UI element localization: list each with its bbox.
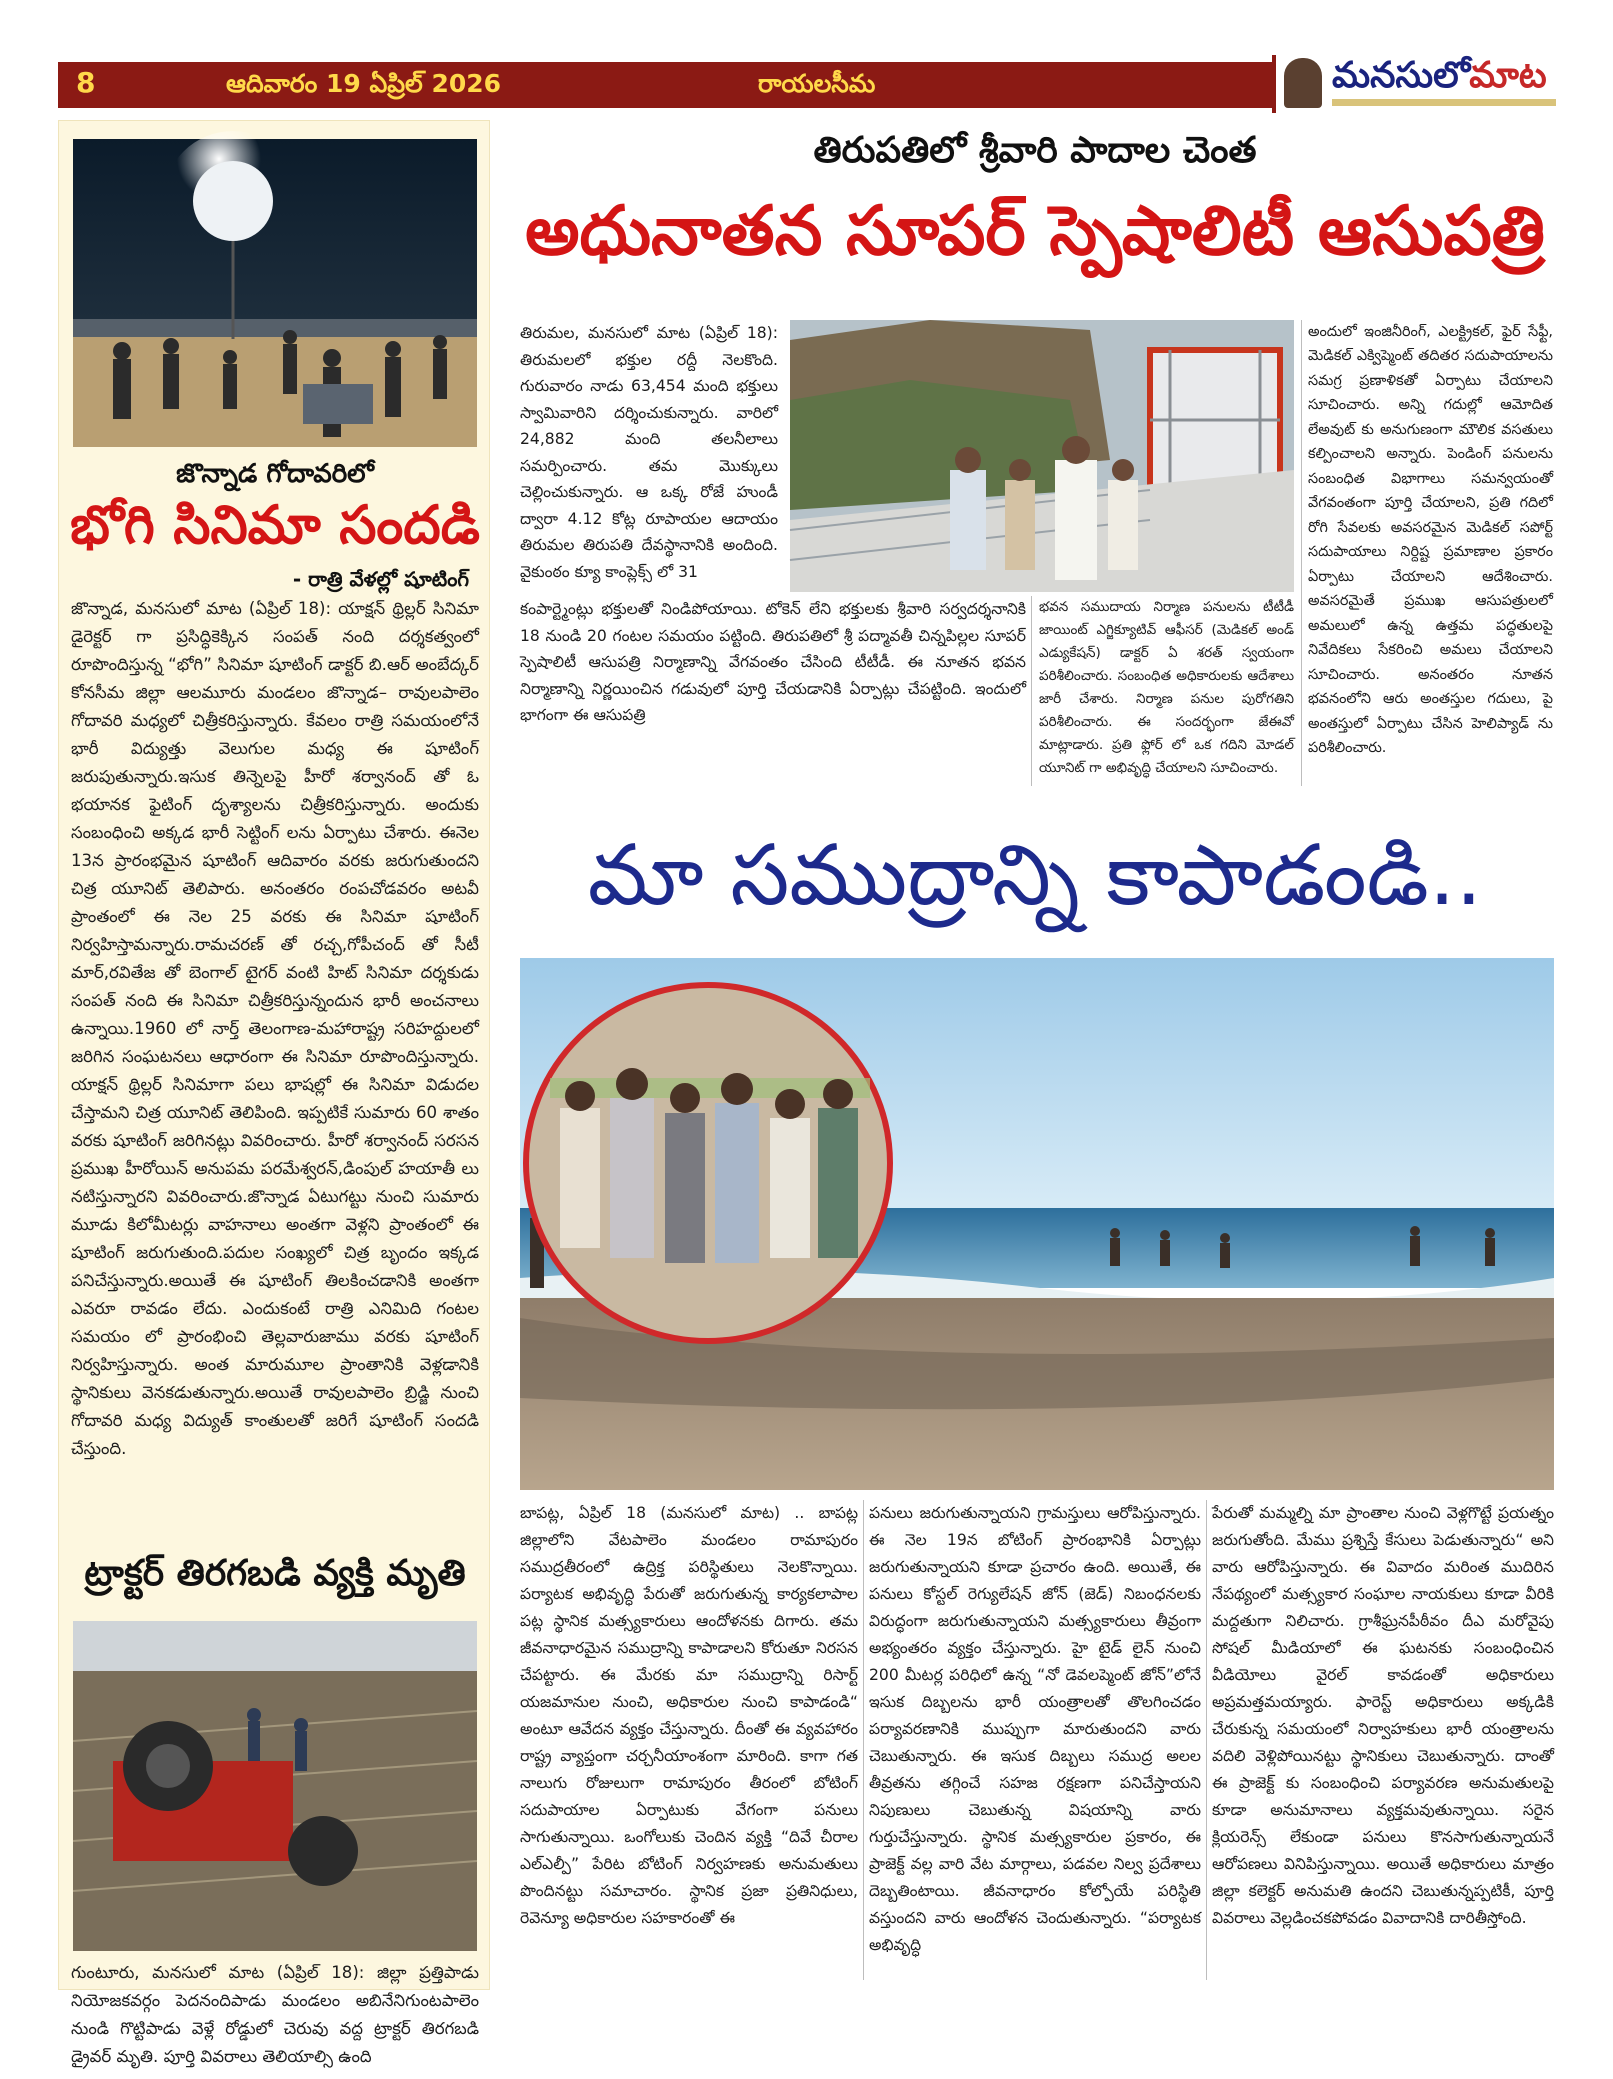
hospital-col1-bottom: కంపార్ట్మెంట్లు భక్తులతో నిండిపోయాయి. టోకెన్ లేని భక్తులకు శ్రీవారి సర్వదర్శనానికి 18 నుండి 20 గంటల సమయం పట్టింది. తిరుపతిలో శ్రీ పద్మావతీ చిన్నపిల్లల సూపర్ స్పెషాలిటీ ఆసుపత్రి నిర్మాణాన్ని వేగవంతం చేసింది టీటీడీ. ఈ నూతన భవన నిర్మాణాన్ని నిర్ణయించిన గడువులో పూర్తి చేయడానికి ఏర్పాట్లు చేపట్టింది. ఇందులో భాగంగా ఈ ఆసుపత్రి xyxy=(520,600,1026,724)
sea-col2: పనులు జరుగుతున్నాయని గ్రామస్తులు ఆరోపిస్తున్నారు. ఈ నెల 19న బోటింగ్ ప్రారంభానికి ఏర్పాట్లు జరుగుతున్నాయని కూడా ప్రచారం ఉంది. అయితే, ఈ పనులు కోస్టల్ రెగ్యులేషన్ జోన్ (జెడ్) నిబంధనలకు విరుద్ధంగా జరుగుతున్నాయని మత్స్యకారులు తీవ్రంగా అభ్యంతరం వ్యక్తం చేస్తున్నారు. హై టైడ్ లైన్ నుంచి 200 మీటర్ల పరిధిలో ఉన్న “నో డెవలప్మెంట్ జోన్”లోనే ఇసుక దిబ్బలను భారీ యంత్రాలతో తొలగించడం పర్యావరణానికి ముప్పుగా మారుతుందని వారు చెబుతున్నారు. ఈ ఇసుక దిబ్బలు సముద్ర అలల తీవ్రతను తగ్గించే సహజ రక్షణగా పనిచేస్తాయని నిపుణులు చెబుతున్న విషయాన్ని వారు గుర్తుచేస్తున్నారు. స్థానిక మత్స్యకారుల ప్రకారం, ఈ ప్రాజెక్ట్ వల్ల వారి వేట మార్గాలు, పడవల నిల్వ ప్రదేశాలు దెబ్బతింటాయి. జీవనాధారం కోల్పోయే పరిస్థితి వస్తుందని వారు ఆందోళన చెందుతున్నారు. “పర్యాటక అభివృద్ధి xyxy=(869,1504,1201,1954)
tractor-article-body: గుంటూరు, మనసులో మాట (ఏప్రిల్ 18): జిల్లా ప్రత్తిపాడు నియోజకవర్గం పెదనందిపాడు మండలం అబినేనిగుంటపాలెం నుండి గొట్టిపాడు వెళ్లే రోడ్డులో చెరువు వద్ద ట్రాక్టర్ తిరగబడి డ్రైవర్ మృతి. పూర్తి వివరాలు తెలియాల్సి ఉంది xyxy=(71,1963,479,2066)
left-column xyxy=(58,120,490,2066)
column-divider xyxy=(863,1500,864,1980)
hospital-visit-photo xyxy=(790,320,1294,592)
tractor-accident-photo xyxy=(73,1621,477,1951)
film-shooting-photo xyxy=(73,139,477,447)
masthead-title-part1: మనసులో xyxy=(1332,55,1470,96)
masthead-title-part2: మాట xyxy=(1469,55,1547,96)
issue-date: ఆదివారం 19 ఏప్రిల్ 2026 xyxy=(226,69,502,98)
masthead-title xyxy=(1332,55,1547,105)
column-divider xyxy=(1031,596,1032,786)
sea-col3: పేరుతో మమ్మల్ని మా ప్రాంతాల నుంచి వెళ్లగొట్టే ప్రయత్నం జరుగుతోంది. మేము ప్రశ్నిస్తే కేసులు పెడుతున్నారు“ అని వారు ఆరోపిస్తున్నారు. ఈ వివాదం మరింత ముదిరిన నేపథ్యంలో మత్స్యకార సంఘాల నాయకులు కూడా వీరికి మద్దతుగా నిలిచారు. గ్రాశీఘ్రనపీఠీవం దీఎ మరోవైపు సోషల్ మీడియాలో ఈ ఘటనకు సంబంధించిన వీడియోలు వైరల్ కావడంతో అధికారులు అప్రమత్తమయ్యారు. ఫారెస్ట్ అధికారులు అక్కడికి చేరుకున్న సమయంలో నిర్వాహకులు భారీ యంత్రాలను వదిలి వెళ్లిపోయినట్టు స్థానికులు చెబుతున్నారు. దాంతో ఈ ప్రాజెక్ట్ కు సంబంధించి పర్యావరణ అనుమతులపై కూడా అనుమానాలు వ్యక్తమవుతున్నాయి. సరైన క్లియరెన్స్ లేకుండా పనులు కొనసాగుతున్నాయనే ఆరోపణలు వినిపిస్తున్నాయి. అయితే అధికారులు మాత్రం జిల్లా కలెక్టర్ అనుమతి ఉందని చెబుతున్నప్పటికీ, పూర్తి వివరాలు వెల్లడించకపోవడం వివాదానికి దారితీస్తోంది. xyxy=(1212,1504,1554,1927)
cinema-kicker: జొన్నాడ గోదావరిలో xyxy=(176,459,374,489)
hospital-col1-top: తిరుమల, మనసులో మాట (ఏప్రిల్ 18): తిరుమలలో భక్తుల రద్దీ నెలకొంది. గురువారం నాడు 63,454 మంది భక్తులు స్వామివారిని దర్శించుకున్నారు. వారిలో 24,882 మంది తలనీలాలు సమర్పించారు. తమ మొక్కులు చెల్లించుకున్నారు. ఆ ఒక్క రోజే హుండీ ద్వారా 4.12 కోట్ల రూపాయల ఆదాయం తిరుమల తిరుపతి దేవస్థానానికి అందింది. వైకుంఠం క్యూ కాంప్లెక్స్ లో 31 xyxy=(520,324,778,581)
tractor-headline: ట్రాక్టర్ తిరగబడి వ్యక్తి మృతి xyxy=(84,1553,466,1594)
founder-portrait-icon xyxy=(1284,58,1322,108)
cinema-headline: భోగి సినిమా సందడి xyxy=(70,495,480,556)
sea-headline: మా సముద్రాన్ని కాపాడండి.. xyxy=(587,826,1483,924)
masthead-tagline-strip xyxy=(1332,99,1556,106)
sea-col1: బాపట్ల, ఏప్రిల్ 18 (మనసులో మాట) .. బాపట్ల జిల్లాలోని వేటపాలెం మండలం రామాపురం సముద్రతీరంలో ఉద్రిక్త పరిస్థితులు నెలకొన్నాయి. పర్యాటక అభివృద్ధి పేరుతో జరుగుతున్న కార్యకలాపాల పట్ల స్థానిక మత్స్యకారులు ఆందోళనకు దిగారు. తమ జీవనాధారమైన సముద్రాన్ని కాపాడాలని కోరుతూ నిరసన చేపట్టారు. ఈ మేరకు మా సముద్రాన్ని రిసార్ట్ యజమానుల నుంచి, అధికారుల నుంచి కాపాడండి“ అంటూ ఆవేదన వ్యక్తం చేస్తున్నారు. దీంతో ఈ వ్యవహారం రాష్ట్ర వ్యాప్తంగా చర్చనీయాంశంగా మారింది. కాగా గత నాలుగు రోజులుగా రామాపురం తీరంలో బోటింగ్ సదుపాయాల ఏర్పాటుకు వేగంగా పనులు సాగుతున్నాయి. ఒంగోలుకు చెందిన వ్యక్తి “దివే చీరాల ఎల్ఎల్పీ” పేరిట బోటింగ్ నిర్వహణకు అనుమతులు పొందినట్టు సమాచారం. స్థానిక ప్రజా ప్రతినిధులు, రెవెన్యూ అధికారుల సహకారంతో ఈ xyxy=(520,1504,858,1927)
hospital-kicker: తిరుపతిలో శ్రీవారి పాదాల చెంత xyxy=(813,130,1257,171)
column-divider xyxy=(1206,1500,1207,1980)
newspaper-masthead xyxy=(1272,55,1562,113)
cinema-subline: - రాత్రి వేళల్లో షూటింగ్ xyxy=(292,567,469,591)
hospital-col3: అందులో ఇంజినీరింగ్, ఎలక్ట్రికల్, ఫైర్ సేఫ్టీ, మెడికల్ ఎక్విప్మెంట్ తదితర సదుపాయాలను సమగ్ర ప్రణాళికతో ఏర్పాటు చేయాలని సూచించారు. అన్ని గదుల్లో ఆమోదిత లేఅవుట్ కు అనుగుణంగా మౌలిక వసతులు కల్పించాలని అన్నారు. పెండింగ్ పనులను సంబంధిత విభాగాలు సమన్వయంతో వేగవంతంగా పూర్తి చేయాలని, ప్రతి గదిలో రోగి సేవలకు అవసరమైన మెడికల్ సపోర్ట్ సదుపాయాలు నిర్దిష్ట ప్రమాణాల ప్రకారం ఏర్పాటు చేయాలని ఆదేశించారు. అవసరమైతే ప్రముఖ ఆసుపత్రులలో అమలులో ఉన్న ఉత్తమ పద్ధతులపై నివేదికలు సేకరించి అమలు చేయాలని సూచించారు. అనంతరం నూతన భవనంలోని ఆరు అంతస్తుల గదులు, పై అంతస్తులో ఏర్పాటు చేసిన హెలిప్యాడ్ ను పరిశీలించారు. xyxy=(1308,324,1553,756)
cinema-article-body: జొన్నాడ, మనసులో మాట (ఏప్రిల్ 18): యాక్షన్ థ్రిల్లర్ సినిమా డైరెక్టర్ గా ప్రసిద్ధికెక్కిన సంపత్ నంది దర్శకత్వంలో రూపొందిస్తున్న “భోగి” సినిమా షూటింగ్ డాక్టర్ బి.ఆర్ అంబేద్కర్ కోనసీమ జిల్లా ఆలమూరు మండలం జొన్నాడ– రావులపాలెం గోదావరి మధ్యలో చిత్రీకరిస్తున్నారు. కేవలం రాత్రి సమయంలోనే భారీ విద్యుత్తు వెలుగుల మధ్య ఈ షూటింగ్ జరుపుతున్నారు.ఇసుక తిన్నెలపై హీరో శర్వానంద్ తో ఓ భయానక ఫైటింగ్ దృశ్యాలను చిత్రీకరిస్తున్నారు. అందుకు సంబంధించి అక్కడ భారీ సెట్టింగ్ లను ఏర్పాటు చేశారు. ఈనెల 13న ప్రారంభమైన షూటింగ్ ఆదివారం వరకు జరుగుతుందని చిత్ర యూనిట్ తెలిపారు. అనంతరం రంపచోడవరం అటవీ ప్రాంతంలో ఈ నెల 25 వరకు ఈ సినిమా షూటింగ్ నిర్వహిస్తామన్నారు.రామచరణ్ తో రచ్చ,గోపీచంద్ తో సీటీ మార్,రవితేజ తో బెంగాల్ టైగర్ వంటి హిట్ సినిమా దర్శకుడు సంపత్ నంది ఈ సినిమా చిత్రీకరిస్తున్నందున భారీ అంచనాలు ఉన్నాయి.1960 లో నార్త్ తెలంగాణ-మహారాష్ట్ర సరిహద్దులలో జరిగిన సంఘటనలు ఆధారంగా ఈ సినిమా రూపొందిస్తున్నారు. యాక్షన్ థ్రిల్లర్ సినిమాగా పలు భాషల్లో ఈ సినిమా విడుదల చేస్తామని చిత్ర యూనిట్ తెలిపింది. ఇప్పటికే సుమారు 60 శాతం వరకు షూటింగ్ జరిగినట్లు వివరించారు. హీరో శర్వానంద్ సరసన ప్రముఖ హీరోయిన్ అనుపమ పరమేశ్వరన్,డింపుల్ హయాతీ లు నటిస్తున్నారని వివరించారు.జొన్నాడ ఏటుగట్టు నుంచి సుమారు మూడు కిలోమీటర్లు వాహనాలు అంతగా వెళ్లని ప్రాంతంలో ఈ షూటింగ్ జరుగుతుంది.పదుల సంఖ్యలో చిత్ర బృందం ఇక్కడ పనిచేస్తున్నారు.అయితే ఈ షూటింగ్ తిలకించడానికి అంతగా ఎవరూ రావడం లేదు. ఎందుకంటే రాత్రి ఎనిమిది గంటల సమయం లో ప్రారంభించి తెల్లవారుజాము వరకు షూటింగ్ నిర్వహిస్తున్నారు. అంత మారుమూల ప్రాంతానికి వెళ్లడానికి స్థానికులు వెనకడుతున్నారు.అయితే రావులపాలెం బ్రిడ్జి నుంచి గోదావరి మధ్య విద్యుత్ కాంతులతో జరిగే షూటింగ్ సందడి చేస్తుంది. xyxy=(71,599,479,1458)
hospital-headline: అధునాతన సూపర్ స్పెషాలిటీ ఆసుపత్రి xyxy=(525,192,1545,271)
section-region: రాయలసీమ xyxy=(758,69,876,98)
beach-protest-photo xyxy=(520,958,1554,1490)
hospital-col2-bottom: భవన సముదాయ నిర్మాణ పనులను టీటీడీ జాయింట్ ఎగ్జిక్యూటివ్ ఆఫీసర్ (మెడికల్ అండ్ ఎడ్యుకేషన్) డాక్టర్ ఏ శరత్ స్వయంగా పరిశీలించారు. సంబంధిత అధికారులకు ఆదేశాలు జారీ చేశారు. నిర్మాణ పనుల పురోగతిని పరిశీలించారు. ఈ సందర్భంగా జేఈవో మాట్లాడారు. ప్రతి ఫ్లోర్ లో ఒక గదిని మోడల్ యూనిట్ గా అభివృద్ధి చేయాలని సూచించారు. xyxy=(1039,599,1294,776)
page-number: 8 xyxy=(76,66,96,99)
column-divider xyxy=(1301,320,1302,786)
